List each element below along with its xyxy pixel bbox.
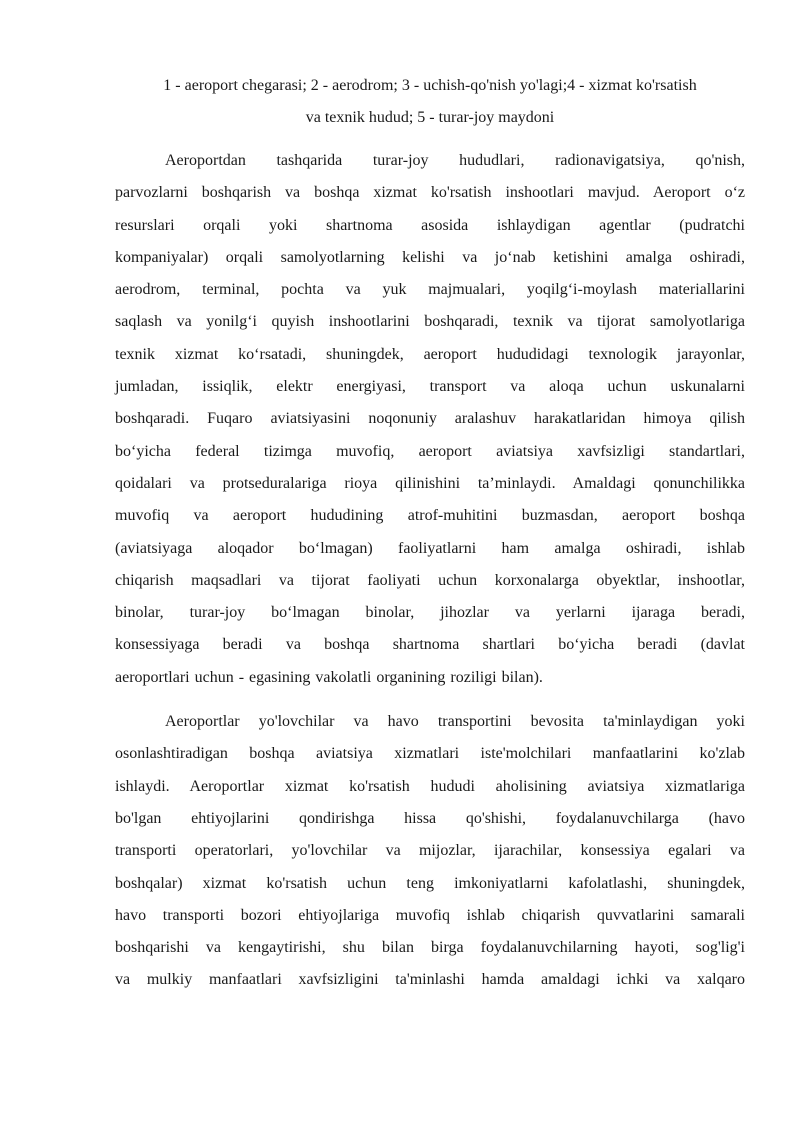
text-column (115, 70, 745, 997)
text-line: boshqarishi va kengaytirishi, shu bilan birga foydalanuvchilarning hayoti, sog'lig'i (115, 939, 745, 957)
figure-caption (115, 70, 745, 134)
text-line: Aeroportdan tashqarida turar-joy hududlari, radionavigatsiya, qo'nish, (165, 152, 745, 169)
text-line: aerodrom, terminal, pochta va yuk majmualari, yoqilg‘i-moylash materiallarini (115, 281, 745, 299)
text-line: (aviatsiyaga aloqador bo‘lmagan) faoliyatlarni ham amalga oshiradi, ishlab (115, 539, 745, 557)
text-line: boshqaradi. Fuqaro aviatsiyasini noqonuniy aralashuv harakatlaridan himoya qilish (115, 410, 745, 428)
text-line: kompaniyalar) orqali samolyotlarning kelishi va jo‘nab ketishini amalga oshiradi, (115, 248, 745, 266)
text-line: 1 - aeroport chegarasi; 2 - aerodrom; 3 - uchish-qo'nish yo'lagi;4 - xizmat ko'rsatish (163, 77, 697, 94)
text-line: va mulkiy manfaatlari xavfsizligini ta'minlashi hamda amaldagi ichki va xalqaro (115, 971, 745, 989)
text-line: transporti operatorlari, yo'lovchilar va mijozlar, ijarachilar, konsessiya egalari va (115, 842, 745, 860)
text-line: chiqarish maqsadlari va tijorat faoliyati uchun korxonalarga obyektlar, inshootlar, (115, 571, 745, 589)
text-line: texnik xizmat ko‘rsatadi, shuningdek, aeroport hududidagi texnologik jarayonlar, (115, 345, 745, 363)
text-line: saqlash va yonilg‘i quyish inshootlarini boshqaradi, texnik va tijorat samolyotlariga (115, 313, 745, 331)
text-line: muvofiq va aeroport hududining atrof-muhitini buzmasdan, aeroport boshqa (115, 507, 745, 525)
text-line: resurslari orqali yoki shartnoma asosida ishlaydigan agentlar (pudratchi (115, 216, 745, 234)
text-line: aeroportlari uchun - egasining vakolatli organining roziligi bilan). (115, 668, 543, 686)
text-line: binolar, turar-joy bo‘lmagan binolar, jihozlar va yerlarni ijaraga beradi, (115, 604, 745, 622)
text-line: parvozlarni boshqarish va boshqa xizmat ko'rsatish inshootlari mavjud. Aeroport o‘z (115, 184, 745, 202)
text-line: osonlashtiradigan boshqa aviatsiya xizmatlari iste'molchilari manfaatlarini ko'zlab (115, 745, 745, 763)
text-line: bo‘yicha federal tizimga muvofiq, aeroport aviatsiya xavfsizligi standartlari, (115, 442, 745, 460)
text-line: jumladan, issiqlik, elektr energiyasi, transport va aloqa uchun uskunalarni (115, 378, 745, 396)
text-line: boshqalar) xizmat ko'rsatish uchun teng imkoniyatlarni kafolatlashi, shuningdek, (115, 874, 745, 892)
text-line: Aeroportlar yo'lovchilar va havo transportini bevosita ta'minlaydigan yoki (165, 713, 745, 731)
text-line: qoidalari va protseduralariga rioya qilinishini ta’minlaydi. Amaldagi qonunchilikka (115, 474, 745, 492)
text-line: konsessiyaga beradi va boshqa shartnoma shartlari bo‘yicha beradi (davlat (115, 636, 745, 654)
body-paragraph-2 (115, 706, 745, 997)
text-line: va texnik hudud; 5 - turar-joy maydoni (305, 109, 555, 126)
text-line: ishlaydi. Aeroportlar xizmat ko'rsatish hududi aholisining aviatsiya xizmatlariga (115, 777, 745, 795)
text-line: havo transporti bozori ehtiyojlariga muvofiq ishlab chiqarish quvvatlarini samarali (115, 906, 745, 924)
body-paragraph-1 (115, 145, 745, 694)
text-line: bo'lgan ehtiyojlarini qondirishga hissa qo'shishi, foydalanuvchilarga (havo (115, 809, 745, 827)
